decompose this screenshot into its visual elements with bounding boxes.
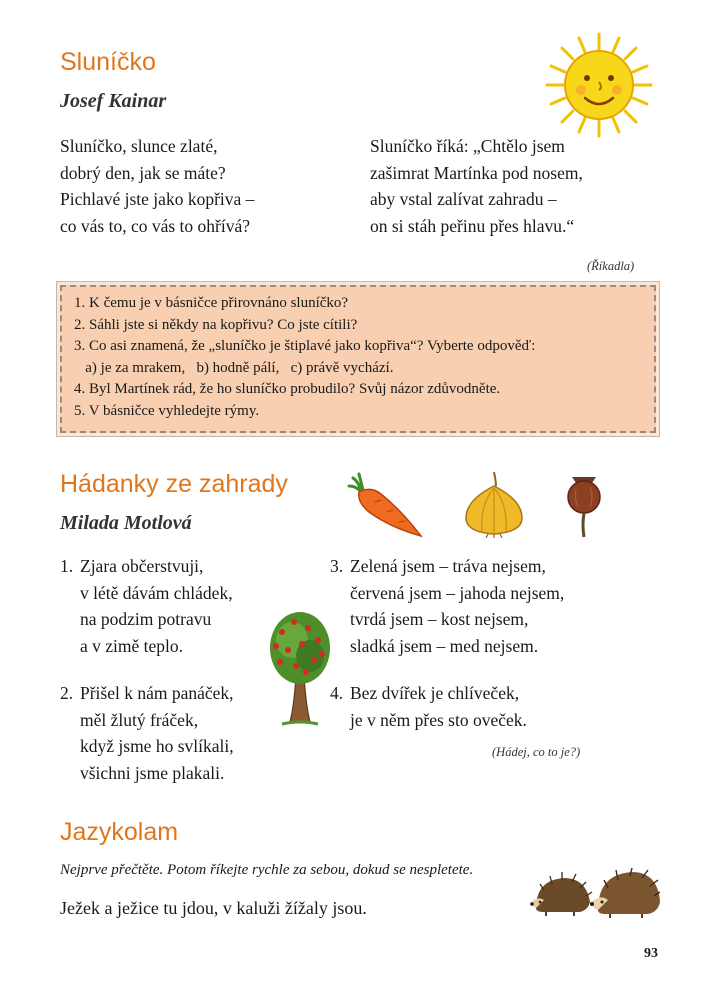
riddle-line: když jsme ho svlíkali, (80, 736, 234, 756)
poem-author: Josef Kainar (60, 90, 167, 112)
question-item: 3. Co asi znamená, že „sluníčko je štiplavé jako kopřiva“? Vyberte odpověď: (74, 338, 536, 354)
poem-line: zašimrat Martínka pod nosem, (370, 162, 583, 183)
question-item: 1. K čemu je v básničce přirovnáno sluníčko? (74, 295, 349, 311)
poem-title: Sluníčko (60, 48, 156, 76)
riddle-line: Zelená jsem – tráva nejsem, (350, 556, 546, 576)
apple-tree-icon (268, 610, 332, 728)
riddle-line: Zjara občerstvuji, (80, 556, 204, 576)
riddles-title: Hádanky ze zahrady (60, 470, 288, 498)
question-item: 2. Sáhli jste si někdy na kopřivu? Co jste cítili? (74, 316, 358, 333)
poem-line: Sluníčko, slunce zlaté, (60, 136, 218, 156)
poppy-icon (560, 467, 608, 539)
riddle-number: 2. (60, 683, 74, 703)
riddle-line: a v zimě teplo. (80, 635, 184, 656)
riddle-4 (330, 680, 527, 733)
poem-line: co vás to, co vás to ohřívá? (60, 215, 251, 236)
tongue-twister-text: Ježek a ježice tu jdou, v kaluži žížaly jsou. (60, 898, 367, 918)
page-number: 93 (644, 946, 658, 961)
tongue-twister-title: Jazykolam (60, 818, 179, 846)
riddle-line: na podzim potravu (80, 609, 212, 629)
poem-left-stanza (60, 133, 254, 239)
poem-line: on si stáh peřinu přes hlavu.“ (370, 215, 575, 236)
riddle-line: je v něm přes sto oveček. (350, 709, 527, 730)
riddle-line: Bez dvířek je chlíveček, (350, 683, 520, 703)
hedgehog-icon (530, 868, 660, 920)
riddle-number: 4. (330, 683, 344, 703)
riddle-line: Přišel k nám panáček, (80, 683, 234, 703)
poem-line: dobrý den, jak se máte? (60, 162, 226, 183)
question-item: 4. Byl Martínek rád, že ho sluníčko probudilo? Svůj názor zdůvodněte. (74, 381, 501, 397)
riddle-2 (60, 680, 234, 786)
riddles-author: Milada Motlová (60, 512, 192, 534)
poem-right-stanza (370, 133, 583, 239)
tongue-twister-instruction: Nejprve přečtěte. Potom říkejte rychle za sebou, dokud se nespletete. (60, 862, 474, 878)
riddles-source: (Hádej, co to je?) (492, 745, 581, 759)
riddle-number: 1. (60, 556, 74, 576)
riddle-line: v létě dávám chládek, (80, 582, 233, 603)
poem-line: aby vstal zalívat zahradu – (370, 189, 557, 209)
questions-box (60, 285, 656, 433)
carrot-icon (345, 470, 425, 542)
poem-line: Sluníčko říká: „Chtělo jsem (370, 136, 565, 156)
sun-icon (535, 30, 663, 140)
riddle-number: 3. (330, 556, 344, 576)
riddle-line: sladká jsem – med nejsem. (350, 635, 539, 656)
poem-line: Pichlavé jste jako kopřiva – (60, 189, 255, 209)
question-options: a) je za mrakem, b) hodně pálí, c) právě vychází. (74, 359, 394, 376)
riddle-line: měl žlutý fráček, (80, 709, 199, 730)
poem-source: (Říkadla) (587, 259, 635, 273)
question-item: 5. V básničce vyhledejte rýmy. (74, 402, 260, 419)
riddle-line: všichni jsme plakali. (80, 762, 225, 783)
onion-icon (462, 470, 526, 538)
riddle-1 (60, 553, 233, 659)
riddle-3 (330, 553, 564, 659)
riddle-line: tvrdá jsem – kost nejsem, (350, 609, 529, 629)
riddle-line: červená jsem – jahoda nejsem, (350, 582, 565, 603)
